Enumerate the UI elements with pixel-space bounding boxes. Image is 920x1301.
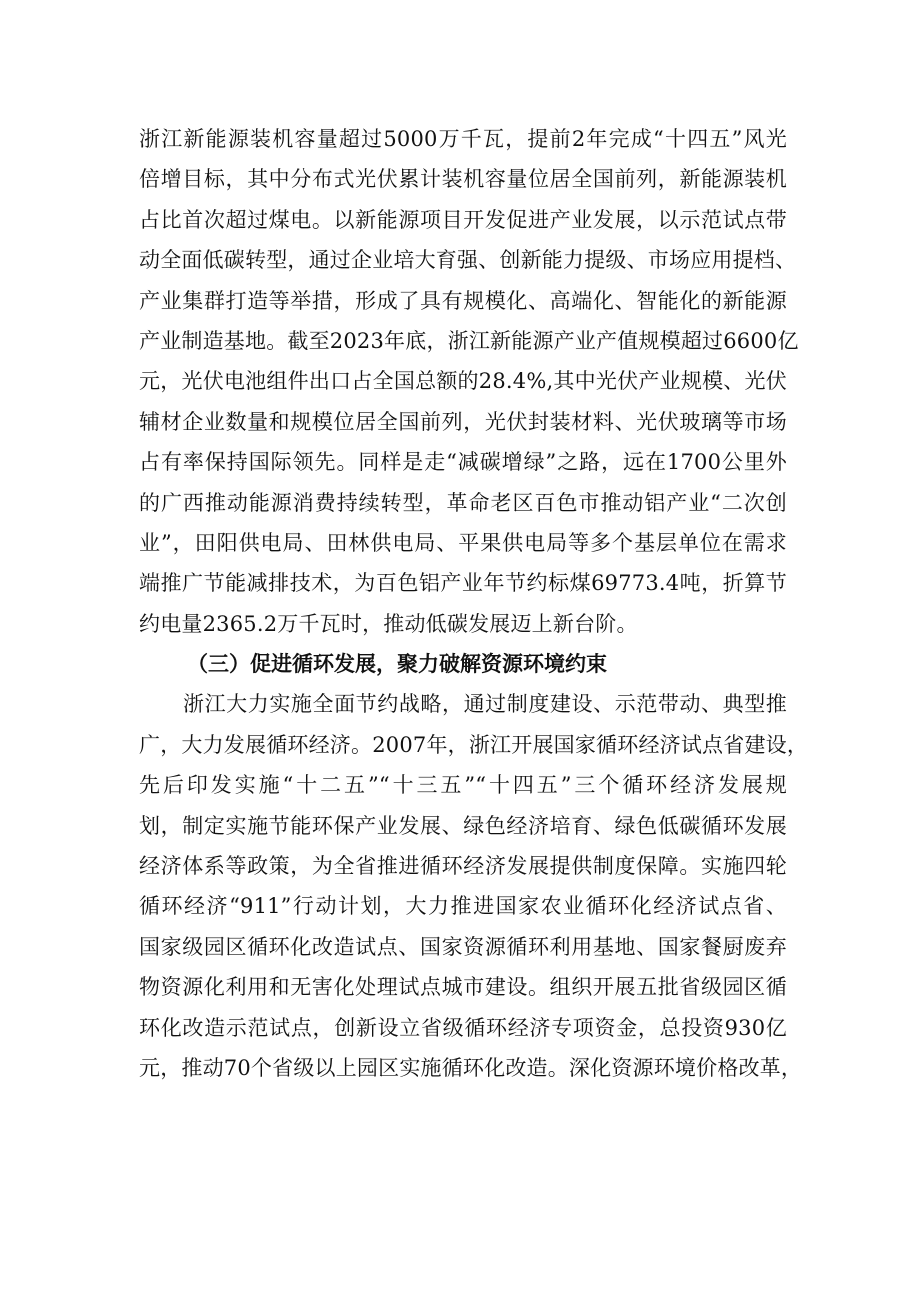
- text-line: 元，光伏电池组件出口占全国总额的28.4%,其中光伏产业规模、光伏: [139, 369, 787, 394]
- paragraph-new-energy: [139, 119, 799, 644]
- text-line: 浙江新能源装机容量超过5000万千瓦，提前2年完成“十四五”风光: [139, 127, 787, 151]
- document-body: [139, 119, 809, 1088]
- text-line: 物资源化利用和无害化处理试点城市建设。组织开展五批省级园区循: [139, 975, 787, 1000]
- section-heading: （三）促进循环发展，聚力破解资源环境约束: [187, 652, 607, 677]
- text-line: 业”，田阳供电局、田林供电局、平果供电局等多个基层单位在需求: [139, 530, 787, 555]
- text-line: 浙江大力实施全面节约战略，通过制度建设、示范带动、典型推: [183, 692, 787, 717]
- text-line: 占比首次超过煤电。以新能源项目开发促进产业发展，以示范试点带: [139, 207, 787, 232]
- text-line: 占有率保持国际领先。同样是走“减碳增绿”之路，远在1700公里外: [139, 450, 787, 475]
- text-line: 经济体系等政策，为全省推进循环经济发展提供制度保障。实施四轮: [139, 854, 787, 879]
- text-line: 辅材企业数量和规模位居全国前列，光伏封装材料、光伏玻璃等市场: [139, 409, 787, 434]
- text-line: 国家级园区循环化改造试点、国家资源循环利用基地、国家餐厨废弃: [139, 934, 787, 959]
- text-line: 元，推动70个省级以上园区实施循环化改造。深化资源环境价格改革，: [139, 1055, 803, 1080]
- text-line: 环化改造示范试点，创新设立省级循环经济专项资金，总投资930亿: [139, 1015, 787, 1040]
- paragraph-circular-economy: [139, 684, 809, 1088]
- text-line: 产业集群打造等举措，形成了具有规模化、高端化、智能化的新能源: [139, 288, 787, 313]
- text-line: 划，制定实施节能环保产业发展、绿色经济培育、绿色低碳循环发展: [139, 813, 787, 838]
- text-line: 先后印发实施“十二五”“十三五”“十四五”三个循环经济发展规: [139, 773, 787, 798]
- text-line: 循环经济“911”行动计划，大力推进国家农业循环化经济试点省、: [139, 894, 787, 919]
- text-line: 端推广节能减排技术，为百色铝产业年节约标煤69773.4吨，折算节: [139, 571, 787, 596]
- text-line: 广，大力发展循环经济。2007年，浙江开展国家循环经济试点省建设，: [139, 732, 809, 757]
- text-line: 的广西推动能源消费持续转型，革命老区百色市推动铝产业“二次创: [139, 490, 787, 515]
- text-line: 倍增目标，其中分布式光伏累计装机容量位居全国前列，新能源装机: [139, 167, 787, 192]
- text-line: 产业制造基地。截至2023年底，浙江新能源产业产值规模超过6600亿: [139, 328, 799, 353]
- text-line: 动全面低碳转型，通过企业培大育强、创新能力提级、市场应用提档、: [139, 248, 797, 273]
- text-line: 约电量2365.2万千瓦时，推动低碳发展迈上新台阶。: [139, 611, 638, 636]
